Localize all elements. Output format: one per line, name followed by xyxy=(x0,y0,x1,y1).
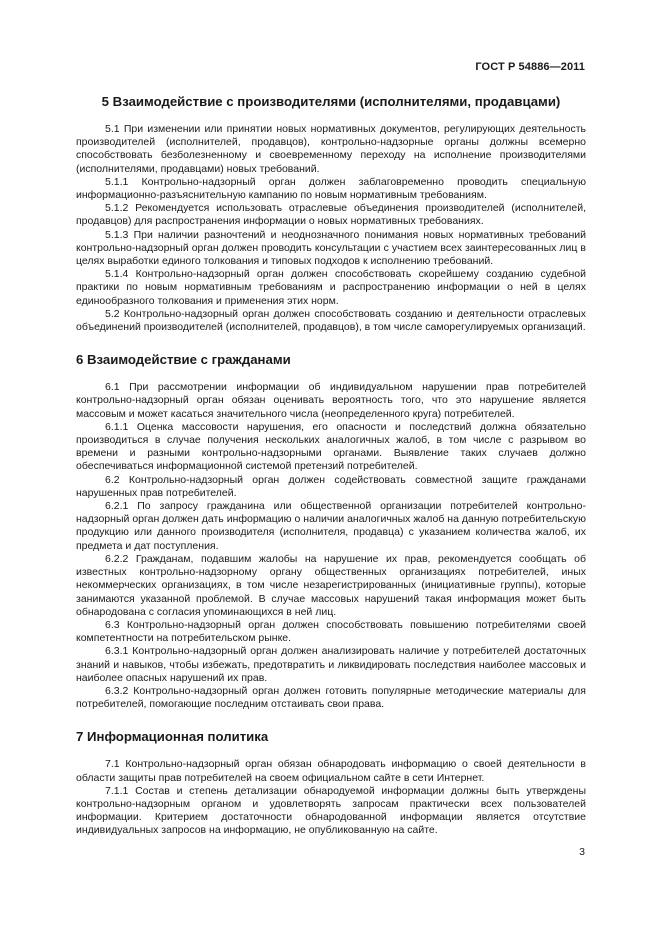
paragraph-6-1: 6.1 При рассмотрении информации об индивидуальном нарушении прав потребителей контрольно-надзорный орган обязан оценивать вероятность того, что это нарушение является массовым и может касаться значительного числа (неопределенного круга) потребителей. xyxy=(76,381,586,420)
paragraph-7-1: 7.1 Контрольно-надзорный орган обязан обнародовать информацию о своей деятельности в области защиты прав потребителей на своем официальном сайте в сети Интернет. xyxy=(76,758,586,784)
paragraph-6-2: 6.2 Контрольно-надзорный орган должен содействовать совместной защите гражданами нарушенных прав потребителей. xyxy=(76,473,586,499)
section-5 xyxy=(76,94,586,334)
document-body xyxy=(76,94,586,856)
paragraph-6-2-2: 6.2.2 Гражданам, подавшим жалобы на нарушение их прав, рекомендуется сообщать об известных контрольно-надзорному органу общественных организациях потребителей, иных некоммерческих организациях, в том числе незарегистрированных (инициативные группы), которые занимаются указанной проблемой. В случае массовых нарушений такая информация может быть обнародована с согласия упоминающихся в ней лиц. xyxy=(76,552,586,618)
section-7 xyxy=(76,729,586,837)
document-id-header: ГОСТ Р 54886—2011 xyxy=(475,61,585,73)
paragraph-6-1-1: 6.1.1 Оценка массовости нарушения, его опасности и последствий должна обязательно производиться в случае получения нескольких аналогичных жалоб, в том числе с разрывом во времени и разными контрольно-надзорными органами. Выявление таких случаев должно обеспечиваться информационной системой претензий потребителей. xyxy=(76,420,586,473)
paragraph-6-3: 6.3 Контрольно-надзорный орган должен способствовать повышению потребителями своей компетентности на потребительском рынке. xyxy=(76,618,586,645)
section-6-heading: 6 Взаимодействие с гражданами xyxy=(76,352,291,368)
section-5-heading: 5 Взаимодействие с производителями (исполнителями, продавцами) xyxy=(101,94,561,109)
paragraph-5-1-4: 5.1.4 Контрольно-надзорный орган должен способствовать скорейшему созданию судебной практики по новым нормативным требованиям и распространению информации о ней в целях единообразного толкования и применения этих норм. xyxy=(76,268,586,307)
section-7-heading: 7 Информационная политика xyxy=(76,729,269,745)
paragraph-5-2: 5.2 Контрольно-надзорный орган должен способствовать созданию и деятельности отраслевых объединений производителей (исполнителей, продавцов), в том числе саморегулируемых организаций. xyxy=(76,307,586,334)
page-number: 3 xyxy=(579,846,585,858)
paragraph-7-1-1: 7.1.1 Состав и степень детализации обнародуемой информации должны быть утверждены контрольно-надзорным органом и удовлетворять запросам практически всех пользователей информации. Критерием достаточности обнародованной информации является отсутствие индивидуальных запросов на информацию, не опубликованную на сайте. xyxy=(76,784,586,837)
paragraph-5-1: 5.1 При изменении или принятии новых нормативных документов, регулирующих деятельность производителей (исполнителей, продавцов), контрольно-надзорные органы должны всемерно способствовать безболезненному и своевременному переходу на исполнение производителями (исполнителями, продавцами) новых требований. xyxy=(76,123,586,175)
paragraph-5-1-2: 5.1.2 Рекомендуется использовать отраслевые объединения производителей (исполнителей, продавцов) для распространения информации о новых нормативных требованиях. xyxy=(76,202,586,228)
paragraph-5-1-1: 5.1.1 Контрольно-надзорный орган должен заблаговременно проводить специальную информационно-разъяснительную кампанию по новым нормативным требованиям. xyxy=(76,175,586,202)
paragraph-6-3-2: 6.3.2 Контрольно-надзорный орган должен готовить популярные методические материалы для потребителей, помогающие последним отстаивать свои права. xyxy=(76,684,586,711)
paragraph-6-3-1: 6.3.1 Контрольно-надзорный орган должен анализировать наличие у потребителей достаточных знаний и навыков, чтобы избежать, предотвратить и ликвидировать последствия наиболее массовых и наиболее опасных нарушений их прав. xyxy=(76,645,586,684)
section-6 xyxy=(76,352,586,711)
paragraph-5-1-3: 5.1.3 При наличии разночтений и неоднозначного понимания новых нормативных требований контрольно-надзорный орган должен проводить консультации с участием всех заинтересованных лиц в целях выработки единого толкования и типовых подходов к исполнению требований. xyxy=(76,228,586,268)
paragraph-6-2-1: 6.2.1 По запросу гражданина или общественной организации потребителей контрольно-надзорный орган должен дать информацию о наличии аналогичных жалоб на данную потребительскую продукцию или данного производителя (исполнителя, продавца) с указанием количества жалоб, их предмета и дат поступления. xyxy=(76,500,586,552)
